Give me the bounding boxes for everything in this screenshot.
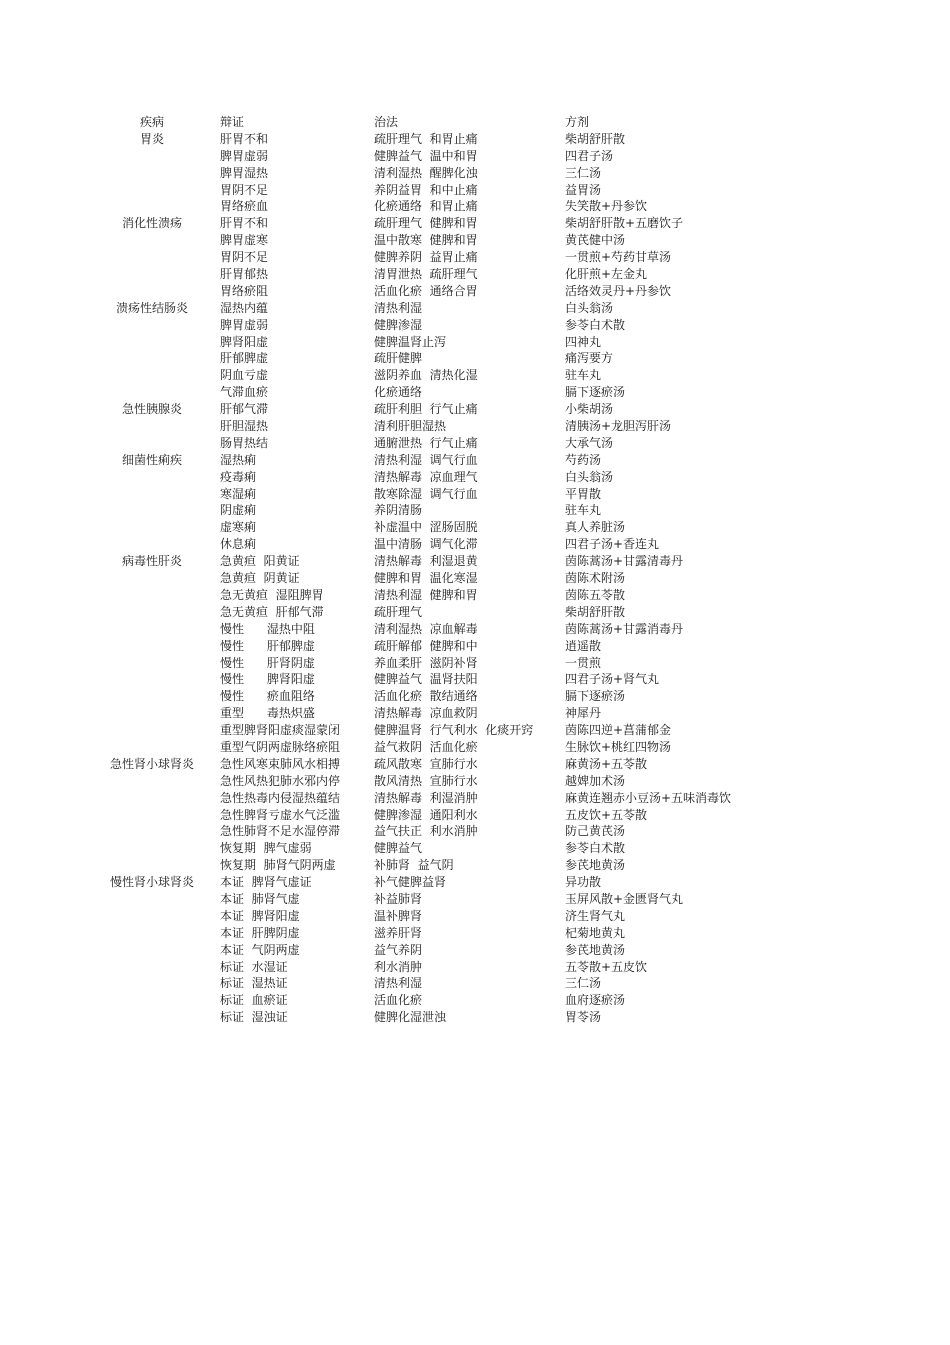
- cell-method: 健脾益气 温肾扶阳: [374, 672, 478, 687]
- table-row: [0, 232, 950, 249]
- cell-formula: 五皮饮+五苓散: [565, 807, 648, 822]
- table-row: [0, 401, 950, 418]
- cell-method: 清利肝胆湿热: [374, 419, 447, 434]
- cell-method: 清热解毒 凉血救阴: [374, 706, 478, 721]
- cell-formula: 胃苓汤: [565, 1010, 602, 1025]
- header-pattern: 辩证: [220, 115, 245, 129]
- cell-disease: 溃疡性结肠炎: [115, 300, 188, 315]
- cell-pattern: 肝胃郁热: [220, 267, 269, 282]
- cell-pattern: 湿热内蕴: [220, 300, 269, 315]
- cell-pattern: 恢复期 肺肾气阴两虚: [220, 858, 336, 873]
- cell-pattern: 恢复期 脾气虚弱: [220, 841, 312, 856]
- table-row: [0, 283, 950, 300]
- cell-method: 健脾益气 温中和胃: [374, 148, 478, 163]
- cell-method: 健脾化湿泄浊: [374, 1010, 447, 1025]
- cell-pattern: 急黄疸 阴黄证: [220, 571, 300, 586]
- cell-pattern: 脾胃虚寒: [220, 233, 269, 248]
- cell-method: 滋阴养血 清热化湿: [374, 368, 478, 383]
- table-row: [0, 452, 950, 469]
- cell-method: 滋养肝肾: [374, 925, 423, 940]
- cell-pattern: 脾胃湿热: [220, 165, 269, 180]
- cell-method: 健脾渗湿 通阳利水: [374, 807, 478, 822]
- table-row: [0, 418, 950, 435]
- table-row: [0, 807, 950, 824]
- cell-method: 补肺肾 益气阴: [374, 858, 454, 873]
- cell-method: 清胃泄热 疏肝理气: [374, 267, 478, 282]
- cell-formula: 化肝煎+左金丸: [565, 267, 648, 282]
- cell-method: 益气养阴: [374, 942, 423, 957]
- table-row: [0, 671, 950, 688]
- cell-formula: 参芪地黄汤: [565, 942, 626, 957]
- table-row: [0, 367, 950, 384]
- cell-pattern: 脾胃虚弱: [220, 148, 269, 163]
- table-row: [0, 519, 950, 536]
- cell-method: 清热利湿: [374, 300, 423, 315]
- cell-formula: 活络效灵丹+丹参饮: [565, 283, 672, 298]
- cell-pattern: 阴虚痢: [220, 503, 257, 518]
- table-row: [0, 756, 950, 773]
- cell-formula: 麻黄连翘赤小豆汤+五味消毒饮: [565, 790, 732, 805]
- cell-pattern: 肝胃不和: [220, 216, 269, 231]
- cell-formula: 驻车丸: [565, 368, 602, 383]
- cell-pattern: 急性风寒束肺风水相搏: [220, 756, 341, 771]
- cell-method: 清利湿热 凉血解毒: [374, 621, 478, 636]
- cell-formula: 小柴胡汤: [565, 402, 614, 417]
- cell-method: 化瘀通络: [374, 385, 423, 400]
- table-row: [0, 655, 950, 672]
- cell-method: 清热利湿 调气行血: [374, 452, 478, 467]
- cell-formula: 痛泻要方: [565, 351, 614, 366]
- cell-formula: 真人养脏汤: [565, 520, 626, 535]
- cell-method: 清热利湿: [374, 976, 423, 991]
- table-row: [0, 840, 950, 857]
- cell-formula: 三仁汤: [565, 976, 602, 991]
- cell-formula: 逍遥散: [565, 638, 602, 653]
- cell-formula: 茵陈四逆+菖蒲郁金: [565, 723, 672, 738]
- cell-formula: 茵陈五苓散: [565, 587, 626, 602]
- cell-formula: 参苓白术散: [565, 317, 626, 332]
- cell-formula: 清胰汤+龙胆泻肝汤: [565, 419, 672, 434]
- cell-formula: 茵陈术附汤: [565, 571, 626, 586]
- table-row: [0, 317, 950, 334]
- table-row: [0, 182, 950, 199]
- cell-pattern: 气滞血瘀: [220, 385, 269, 400]
- cell-formula: 四君子汤+香连丸: [565, 537, 660, 552]
- cell-formula: 参苓白术散: [565, 841, 626, 856]
- cell-pattern: 虚寒痢: [220, 520, 257, 535]
- cell-pattern: 肠胃热结: [220, 435, 269, 450]
- table-row: [0, 773, 950, 790]
- table-row: [0, 131, 950, 148]
- cell-method: 清热解毒 凉血理气: [374, 469, 478, 484]
- cell-formula: 黄芪健中汤: [565, 233, 626, 248]
- cell-pattern: 急无黄疸 湿阻脾胃: [220, 587, 324, 602]
- cell-pattern: 重型气阴两虚脉络瘀阻: [220, 739, 341, 754]
- header-row: [0, 114, 950, 131]
- table-row: [0, 739, 950, 756]
- cell-pattern: 标证 水湿证: [220, 959, 288, 974]
- cell-formula: 四神丸: [565, 334, 602, 349]
- table-row: [0, 502, 950, 519]
- table-row: [0, 857, 950, 874]
- cell-disease: 急性胰腺炎: [121, 402, 182, 417]
- cell-method: 活血化瘀: [374, 993, 423, 1008]
- cell-method: 健脾养阴 益胃止痛: [374, 250, 478, 265]
- table-row: [0, 638, 950, 655]
- cell-formula: 膈下逐瘀汤: [565, 385, 626, 400]
- cell-formula: 平胃散: [565, 486, 602, 501]
- table-row: [0, 435, 950, 452]
- table-row: [0, 891, 950, 908]
- cell-pattern: 疫毒痢: [220, 469, 257, 484]
- cell-formula: 参芪地黄汤: [565, 858, 626, 873]
- cell-pattern: 重型脾肾阳虚痰湿蒙闭: [220, 723, 341, 738]
- cell-method: 益气扶正 利水消肿: [374, 824, 478, 839]
- cell-method: 补气健脾益肾: [374, 875, 447, 890]
- cell-method: 通腑泄热 行气止痛: [374, 435, 478, 450]
- cell-formula: 四君子汤+肾气丸: [565, 672, 660, 687]
- table-row: [0, 975, 950, 992]
- cell-pattern: 脾肾阳虚: [220, 334, 269, 349]
- cell-formula: 血府逐瘀汤: [565, 993, 626, 1008]
- cell-method: 活血化瘀 散结通络: [374, 689, 478, 704]
- cell-pattern: 慢性 肝肾阴虚: [220, 655, 315, 670]
- table-row: [0, 908, 950, 925]
- table-row: [0, 1009, 950, 1026]
- cell-formula: 芍药汤: [565, 452, 602, 467]
- cell-formula: 玉屏风散+金匮肾气丸: [565, 891, 684, 906]
- cell-method: 健脾温肾止泻: [374, 334, 447, 349]
- cell-method: 健脾和胃 温化寒湿: [374, 571, 478, 586]
- cell-pattern: 慢性 瘀血阻络: [220, 689, 315, 704]
- cell-pattern: 急无黄疸 肝郁气滞: [220, 604, 324, 619]
- table-row: [0, 874, 950, 891]
- cell-formula: 白头翁汤: [565, 469, 614, 484]
- table-row: [0, 266, 950, 283]
- table-row: [0, 992, 950, 1009]
- cell-pattern: 慢性 脾肾阳虚: [220, 672, 315, 687]
- cell-method: 利水消肿: [374, 959, 423, 974]
- cell-pattern: 胃络瘀血: [220, 199, 269, 214]
- header-method: 治法: [374, 115, 399, 129]
- table-row: [0, 925, 950, 942]
- cell-disease: 细菌性痢疾: [121, 452, 182, 467]
- cell-method: 疏风散寒 宣肺行水: [374, 756, 478, 771]
- cell-formula: 驻车丸: [565, 503, 602, 518]
- cell-formula: 神犀丹: [565, 706, 602, 721]
- cell-method: 补虚温中 涩肠固脱: [374, 520, 478, 535]
- table-row: [0, 148, 950, 165]
- cell-method: 散寒除湿 调气行血: [374, 486, 478, 501]
- cell-formula: 茵陈蒿汤+甘露清毒丹: [565, 554, 684, 569]
- cell-pattern: 肝郁脾虚: [220, 351, 269, 366]
- cell-pattern: 急性热毒内侵湿热蕴结: [220, 790, 341, 805]
- cell-pattern: 胃阴不足: [220, 250, 269, 265]
- cell-method: 清利湿热 醒脾化浊: [374, 165, 478, 180]
- cell-method: 温中散寒 健脾和胃: [374, 233, 478, 248]
- cell-pattern: 休息痢: [220, 537, 257, 552]
- table-row: [0, 621, 950, 638]
- table-row: [0, 165, 950, 182]
- cell-disease: 胃炎: [139, 131, 164, 146]
- cell-method: 补益肺肾: [374, 891, 423, 906]
- cell-formula: 麻黄汤+五苓散: [565, 756, 648, 771]
- cell-method: 化瘀通络 和胃止痛: [374, 199, 478, 214]
- cell-disease: 消化性溃疡: [121, 216, 182, 231]
- cell-disease: 急性肾小球肾炎: [109, 756, 194, 771]
- table-row: [0, 384, 950, 401]
- cell-formula: 益胃汤: [565, 182, 602, 197]
- cell-pattern: 标证 湿浊证: [220, 1010, 288, 1025]
- cell-method: 健脾温肾 行气利水 化痰开窍: [374, 723, 534, 738]
- header-disease: 疾病: [139, 115, 164, 129]
- cell-method: 清热解毒 利湿消肿: [374, 790, 478, 805]
- table-row: [0, 536, 950, 553]
- cell-pattern: 胃阴不足: [220, 182, 269, 197]
- cell-method: 健脾益气: [374, 841, 423, 856]
- cell-method: 益气救阴 活血化瘀: [374, 739, 478, 754]
- cell-method: 疏肝利胆 行气止痛: [374, 402, 478, 417]
- cell-pattern: 肝胃不和: [220, 131, 269, 146]
- cell-pattern: 急性肺肾不足水湿停滞: [220, 824, 341, 839]
- cell-method: 疏肝理气 健脾和胃: [374, 216, 478, 231]
- cell-method: 疏肝解郁 健脾和中: [374, 638, 478, 653]
- table-row: [0, 604, 950, 621]
- cell-pattern: 阴血亏虚: [220, 368, 269, 383]
- table-row: [0, 705, 950, 722]
- cell-method: 活血化瘀 通络合胃: [374, 283, 478, 298]
- cell-formula: 异功散: [565, 875, 602, 890]
- cell-method: 养阴清肠: [374, 503, 423, 518]
- cell-formula: 一贯煎: [565, 655, 602, 670]
- cell-method: 疏肝理气: [374, 604, 423, 619]
- cell-pattern: 急黄疸 阳黄证: [220, 554, 300, 569]
- cell-method: 清热解毒 利湿退黄: [374, 554, 478, 569]
- header-formula: 方剂: [565, 115, 590, 129]
- cell-pattern: 本证 气阴两虚: [220, 942, 300, 957]
- cell-formula: 一贯煎+芍药甘草汤: [565, 250, 672, 265]
- table-row: [0, 300, 950, 317]
- cell-pattern: 湿热痢: [220, 452, 257, 467]
- cell-method: 清热利湿 健脾和胃: [374, 587, 478, 602]
- spreadsheet: [0, 114, 950, 1026]
- cell-formula: 茵陈蒿汤+甘露消毒丹: [565, 621, 684, 636]
- cell-pattern: 标证 湿热证: [220, 976, 288, 991]
- table-row: [0, 334, 950, 351]
- cell-formula: 四君子汤: [565, 148, 614, 163]
- table-row: [0, 942, 950, 959]
- cell-method: 疏肝健脾: [374, 351, 423, 366]
- cell-formula: 生脉饮+桃红四物汤: [565, 739, 672, 754]
- table-row: [0, 215, 950, 232]
- cell-formula: 膈下逐瘀汤: [565, 689, 626, 704]
- cell-formula: 白头翁汤: [565, 300, 614, 315]
- cell-method: 温中清肠 调气化滞: [374, 537, 478, 552]
- table-row: [0, 587, 950, 604]
- cell-formula: 三仁汤: [565, 165, 602, 180]
- cell-disease: 慢性肾小球肾炎: [109, 875, 194, 890]
- table-row: [0, 486, 950, 503]
- cell-formula: 杞菊地黄丸: [565, 925, 626, 940]
- table-body: [0, 131, 950, 1026]
- cell-method: 温补脾肾: [374, 908, 423, 923]
- cell-method: 健脾渗湿: [374, 317, 423, 332]
- cell-pattern: 肝郁气滞: [220, 402, 269, 417]
- cell-pattern: 本证 肝脾阴虚: [220, 925, 300, 940]
- cell-pattern: 慢性 肝郁脾虚: [220, 638, 315, 653]
- table-row: [0, 249, 950, 266]
- cell-pattern: 标证 血瘀证: [220, 993, 288, 1008]
- table-row: [0, 553, 950, 570]
- table-row: [0, 570, 950, 587]
- cell-pattern: 本证 脾肾气虚证: [220, 875, 312, 890]
- table-row: [0, 722, 950, 739]
- cell-pattern: 肝胆湿热: [220, 419, 269, 434]
- cell-pattern: 慢性 湿热中阻: [220, 621, 315, 636]
- cell-formula: 五苓散+五皮饮: [565, 959, 648, 974]
- cell-pattern: 急性脾肾亏虚水气泛滥: [220, 807, 341, 822]
- cell-pattern: 急性风热犯肺水邪内停: [220, 773, 341, 788]
- table-row: [0, 688, 950, 705]
- cell-formula: 柴胡舒肝散+五磨饮子: [565, 216, 684, 231]
- cell-pattern: 脾胃虚弱: [220, 317, 269, 332]
- cell-formula: 济生肾气丸: [565, 908, 626, 923]
- cell-method: 养血柔肝 滋阴补肾: [374, 655, 478, 670]
- cell-formula: 大承气汤: [565, 435, 614, 450]
- table-row: [0, 823, 950, 840]
- table-row: [0, 790, 950, 807]
- cell-pattern: 重型 毒热炽盛: [220, 706, 315, 721]
- cell-method: 散风清热 宣肺行水: [374, 773, 478, 788]
- table-row: [0, 469, 950, 486]
- table-row: [0, 350, 950, 367]
- cell-formula: 柴胡舒肝散: [565, 131, 626, 146]
- cell-formula: 失笑散+丹参饮: [565, 199, 648, 214]
- cell-formula: 柴胡舒肝散: [565, 604, 626, 619]
- cell-pattern: 本证 脾肾阳虚: [220, 908, 300, 923]
- cell-method: 疏肝理气 和胃止痛: [374, 131, 478, 146]
- cell-method: 养阴益胃 和中止痛: [374, 182, 478, 197]
- cell-formula: 越婢加术汤: [565, 773, 626, 788]
- cell-disease: 病毒性肝炎: [121, 554, 182, 569]
- cell-pattern: 本证 肺肾气虚: [220, 891, 300, 906]
- cell-pattern: 寒湿痢: [220, 486, 257, 501]
- cell-pattern: 胃络瘀阻: [220, 283, 269, 298]
- table-row: [0, 959, 950, 976]
- cell-formula: 防己黄芪汤: [565, 824, 626, 839]
- table-row: [0, 198, 950, 215]
